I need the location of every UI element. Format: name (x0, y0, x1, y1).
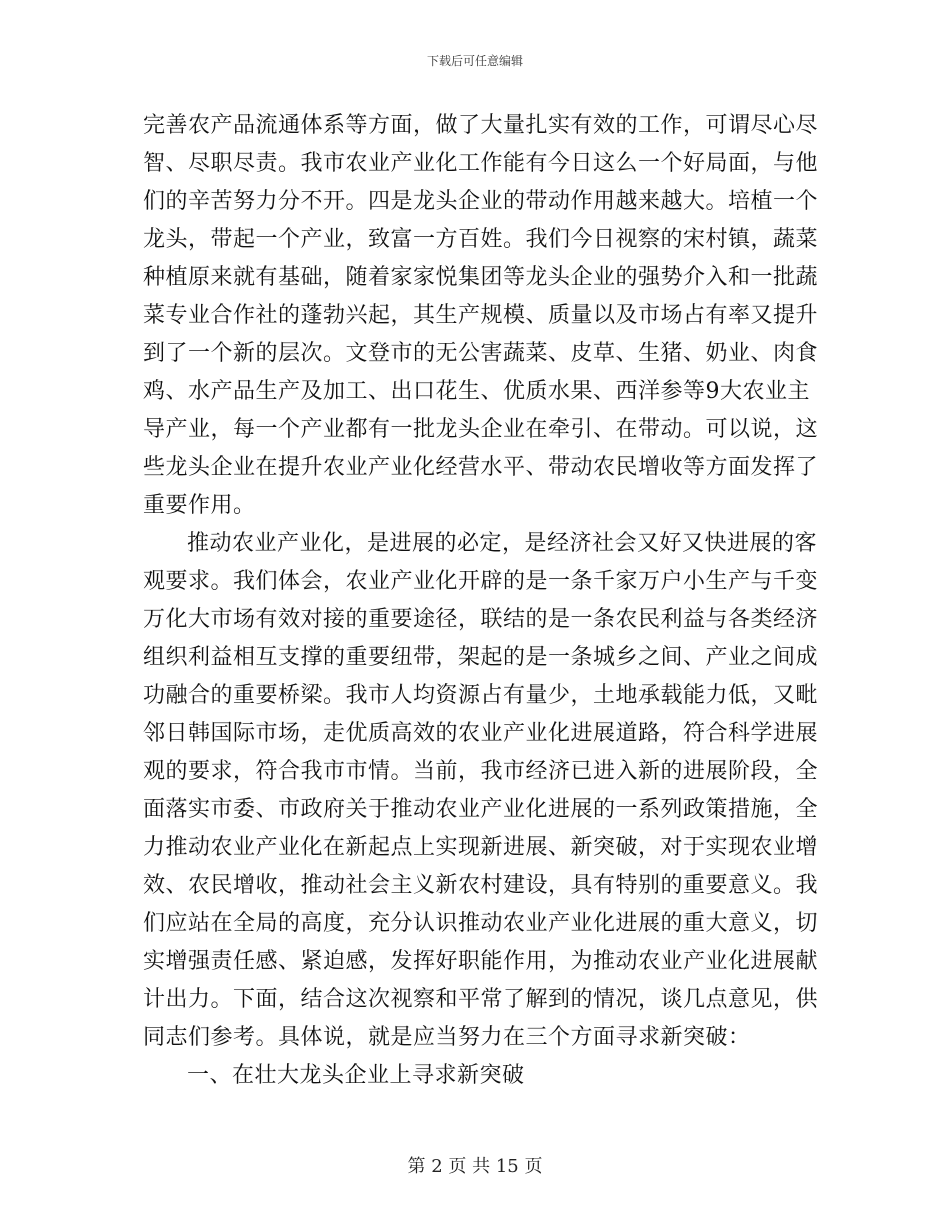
text-line: 导产业，每一个产业都有一批龙头企业在牵引、在带动。可以说，这 (143, 417, 819, 442)
page-footer: 第 2 页 共 15 页 (407, 1156, 543, 1177)
text-line: 些龙头企业在提升农业产业化经营水平、带动农民增收等方面发挥了 (143, 455, 819, 480)
text-line: 到了一个新的层次。文登市的无公害蔬菜、皮草、生猪、奶业、肉食 (143, 341, 819, 366)
text-line: 重要作用。 (143, 493, 256, 518)
text-line: 计出力。下面，结合这次视察和平常了解到的情况，谈几点意见，供 (143, 987, 819, 1012)
text-line: 智、尽职尽责。我市农业产业化工作能有今日这么一个好局面，与他 (143, 151, 819, 176)
text-line: 观要求。我们体会，农业产业化开辟的是一条千家万户小生产与千变 (143, 569, 819, 594)
text-line: 效、农民增收，推动社会主义新农村建设，具有特别的重要意义。我 (143, 873, 819, 898)
text-line: 推动农业产业化，是进展的必定，是经济社会又好又快进展的客 (187, 531, 818, 556)
text-line: 实增强责任感、紧迫感，发挥好职能作用，为推动农业产业化进展献 (143, 949, 819, 974)
header-note: 下载后可任意编辑 (426, 54, 523, 68)
text-line: 力推动农业产业化在新起点上实现新进展、新突破，对于实现农业增 (143, 835, 819, 860)
text-line: 们的辛苦努力分不开。四是龙头企业的带动作用越来越大。培植一个 (143, 189, 819, 214)
text-line: 组织利益相互支撑的重要纽带，架起的是一条城乡之间、产业之间成 (143, 645, 819, 670)
text-line: 邻日韩国际市场，走优质高效的农业产业化进展道路，符合科学进展 (143, 721, 819, 746)
text-line: 完善农产品流通体系等方面，做了大量扎实有效的工作，可谓尽心尽 (143, 113, 819, 138)
text-line: 功融合的重要桥梁。我市人均资源占有量少，土地承载能力低，又毗 (143, 683, 819, 708)
text-line: 观的要求，符合我市市情。当前，我市经济已进入新的进展阶段，全 (143, 759, 819, 784)
text-line: 种植原来就有基础，随着家家悦集团等龙头企业的强势介入和一批蔬 (143, 265, 819, 290)
text-line: 菜专业合作社的蓬勃兴起，其生产规模、质量以及市场占有率又提升 (143, 303, 819, 328)
text-line: 鸡、水产品生产及加工、出口花生、优质水果、西洋参等9大农业主 (143, 379, 810, 404)
text-line: 同志们参考。具体说，就是应当努力在三个方面寻求新突破： (143, 1025, 751, 1050)
text-line: 万化大市场有效对接的重要途径，联结的是一条农民利益与各类经济 (143, 607, 819, 632)
section-heading: 一、在壮大龙头企业上寻求新突破 (187, 1063, 525, 1088)
text-line: 们应站在全局的高度，充分认识推动农业产业化进展的重大意义，切 (143, 911, 819, 936)
text-line: 面落实市委、市政府关于推动农业产业化进展的一系列政策措施，全 (143, 797, 819, 822)
text-line: 龙头，带起一个产业，致富一方百姓。我们今日视察的宋村镇，蔬菜 (143, 227, 819, 252)
